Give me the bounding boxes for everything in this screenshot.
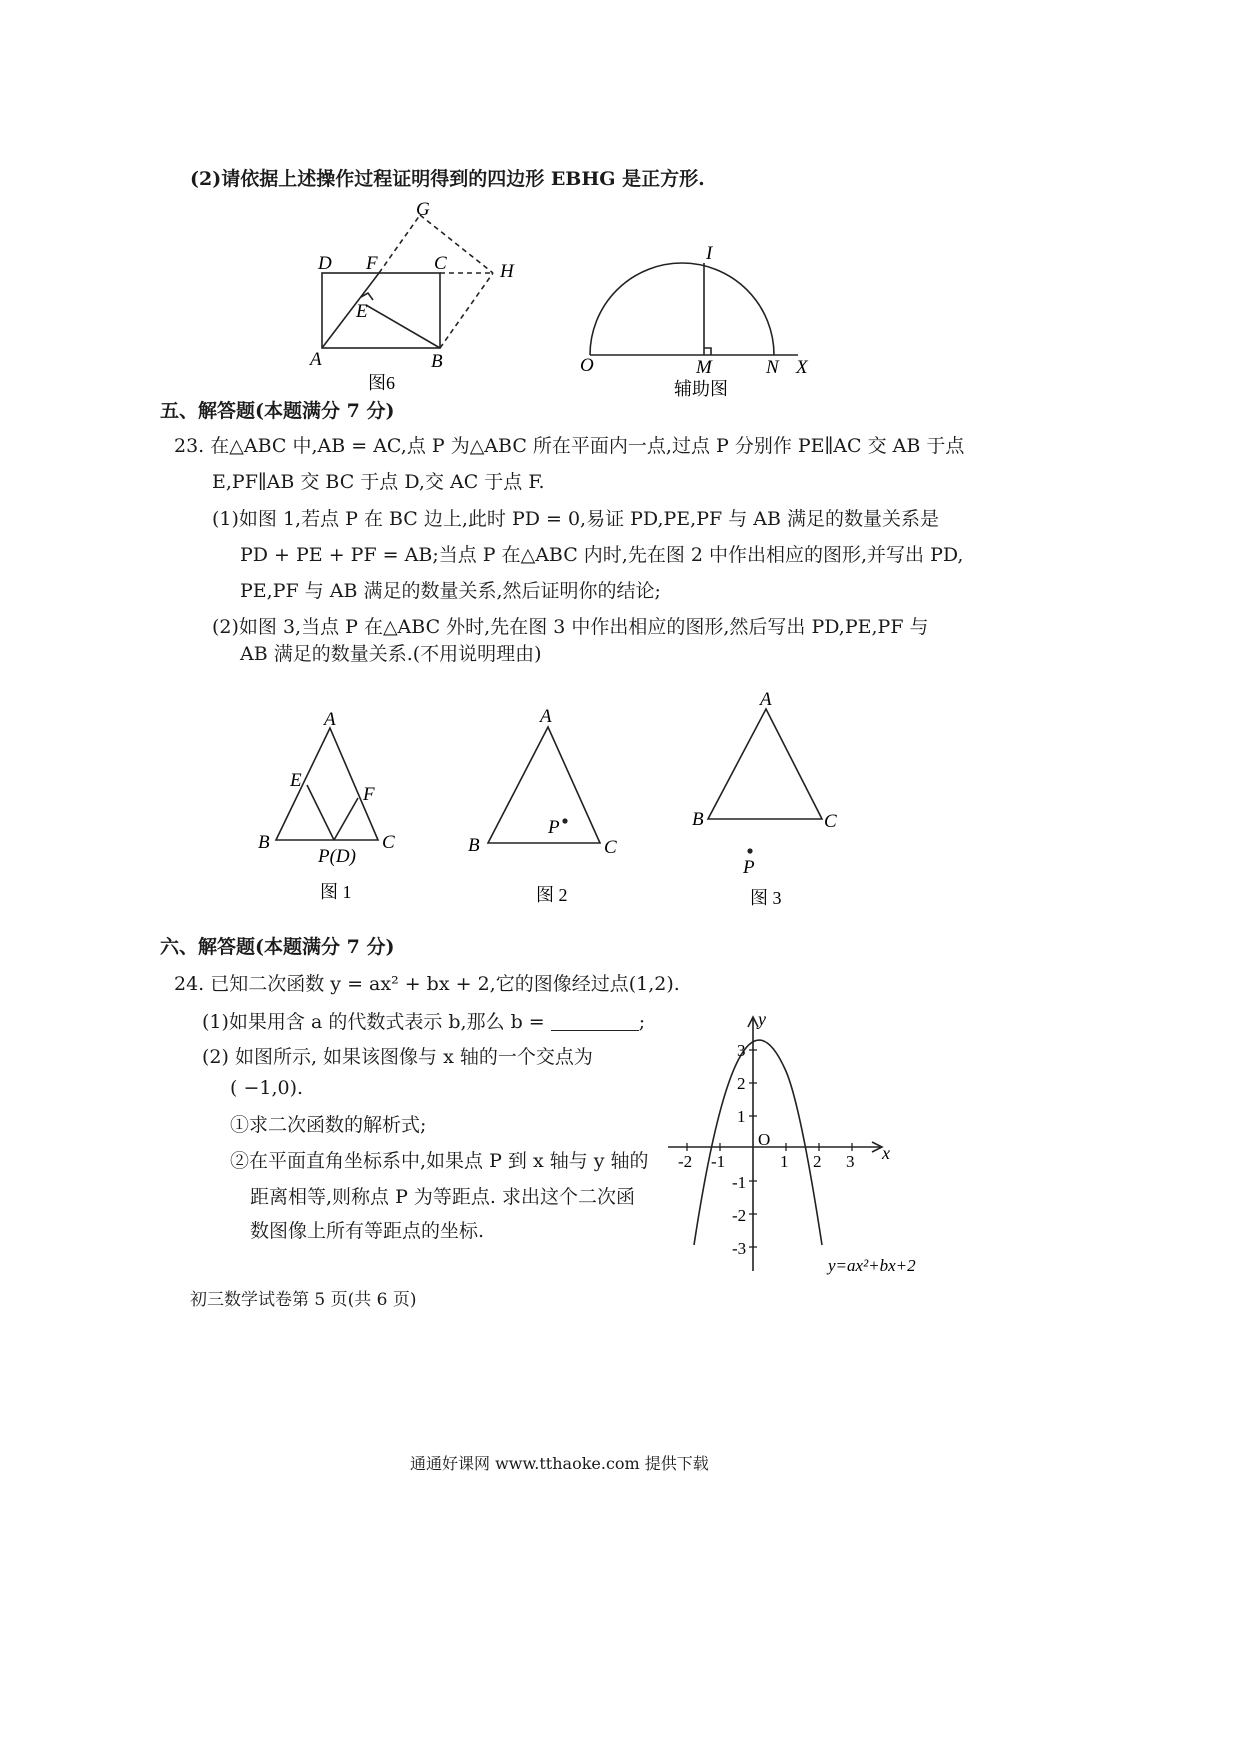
q24-item-1: ①求二次函数的解析式; (230, 1114, 427, 1136)
segment-ep (307, 785, 334, 840)
right-angle-mark-m (704, 348, 711, 355)
point-p (562, 818, 567, 823)
triangle-abc (488, 727, 600, 843)
figure-3-caption: 图 3 (750, 888, 782, 908)
label-c: C (434, 253, 447, 274)
point-p (747, 848, 752, 853)
label-e: E (356, 301, 368, 322)
segment-eb (366, 305, 440, 348)
curve-equation-label: y=ax²+bx+2 (828, 1256, 916, 1275)
figure-2 (460, 705, 630, 910)
fig1-label-c: C (382, 832, 395, 853)
segment-pf (334, 798, 358, 840)
label-m: M (696, 357, 712, 378)
fig1-label-e: E (290, 770, 302, 791)
fig2-label-p: P (548, 817, 560, 838)
segment-gh (420, 215, 493, 273)
semicircle (590, 263, 774, 355)
label-x: X (796, 357, 808, 378)
q24-part1 (202, 1012, 645, 1032)
q24-part2-line-1: (2) 如图所示, 如果该图像与 x 轴的一个交点为 (202, 1046, 593, 1068)
fig2-label-b: B (468, 835, 480, 856)
q24-part1-text: (1)如果用含 a 的代数式表示 b,那么 b = (202, 1011, 545, 1033)
triangle-abc (708, 709, 822, 819)
q24-item-2-line-3: 数图像上所有等距点的坐标. (250, 1220, 485, 1242)
figure-2-caption: 图 2 (536, 885, 568, 905)
section-6-heading: 六、解答题(本题满分 7 分) (160, 936, 395, 958)
y-tick-label-minus-2: -2 (732, 1206, 747, 1225)
q23-line-1: 23. 在△ABC 中,AB = AC,点 P 为△ABC 所在平面内一点,过点 P 分别作 PE∥AC 交 AB 于点 (174, 435, 965, 457)
page-footer: 初三数学试卷第 5 页(共 6 页) (190, 1290, 417, 1310)
x-axis-label: x (882, 1143, 890, 1163)
q24-part2-line-2: ( −1,0). (230, 1077, 304, 1099)
x-tick-label-1: 1 (780, 1152, 789, 1171)
label-i: I (706, 243, 713, 264)
fig3-label-a: A (760, 689, 772, 710)
fig3-label-c: C (824, 811, 837, 832)
y-tick-label-minus-1: -1 (732, 1173, 747, 1192)
fig1-label-f: F (363, 784, 375, 805)
fig1-label-b: B (258, 832, 270, 853)
q23-part1-line-2: PD + PE + PF = AB;当点 P 在△ABC 内时,先在图 2 中作出相应的图形,并写出 PD, (240, 544, 964, 566)
x-tick-label-minus-1: -1 (711, 1152, 726, 1171)
label-g: G (416, 199, 430, 220)
fig1-label-a: A (324, 709, 336, 730)
label-n: N (766, 357, 779, 378)
fig2-label-a: A (540, 706, 552, 727)
y-tick-label-3: 3 (737, 1041, 746, 1060)
q23-part1-line-1: (1)如图 1,若点 P 在 BC 边上,此时 PD = 0,易证 PD,PE,PF 与 AB 满足的数量关系是 (212, 508, 939, 530)
segment-bh (440, 273, 493, 348)
segment-fg (379, 215, 420, 273)
y-tick-label-minus-3: -3 (732, 1239, 747, 1258)
answer-blank (551, 1012, 639, 1031)
label-a: A (310, 349, 322, 370)
segment-af (322, 273, 379, 348)
figure-6 (300, 195, 540, 395)
figure-1-caption: 图 1 (320, 882, 352, 902)
q23-part2-line-2: AB 满足的数量关系.(不用说明理由) (240, 643, 542, 665)
rectangle-abcd (322, 273, 440, 348)
auxiliary-figure (570, 235, 830, 400)
section-5-heading: 五、解答题(本题满分 7 分) (160, 400, 395, 422)
parabola-graph (660, 1005, 950, 1290)
q23-part2-line-1: (2)如图 3,当点 P 在△ABC 外时,先在图 3 中作出相应的图形,然后写出 PD,PE,PF 与 (212, 616, 929, 638)
origin-label: O (758, 1130, 771, 1149)
y-axis-label: y (758, 1009, 766, 1029)
fig1-label-pd: P(D) (318, 846, 356, 867)
y-tick-label-2: 2 (737, 1074, 746, 1093)
q22-part2: (2)请依据上述操作过程证明得到的四边形 EBHG 是正方形. (190, 168, 705, 190)
figure-6-caption: 图6 (368, 373, 395, 393)
y-tick-label-1: 1 (737, 1107, 746, 1126)
fig3-label-p: P (743, 857, 755, 878)
q23-part1-line-3: PE,PF 与 AB 满足的数量关系,然后证明你的结论; (240, 580, 661, 602)
figure-1 (250, 708, 410, 908)
x-tick-label-minus-2: -2 (678, 1152, 693, 1171)
fig3-label-b: B (692, 809, 704, 830)
figure-3 (680, 685, 860, 915)
auxiliary-figure-caption: 辅助图 (674, 379, 728, 399)
label-h: H (500, 261, 514, 282)
x-tick-label-2: 2 (813, 1152, 822, 1171)
label-f: F (366, 253, 378, 274)
fig2-label-c: C (604, 837, 617, 858)
x-tick-label-3: 3 (846, 1152, 855, 1171)
label-b: B (431, 351, 443, 372)
q23-line-2: E,PF∥AB 交 BC 于点 D,交 AC 于点 F. (212, 471, 545, 493)
label-o: O (580, 355, 594, 376)
q24-part1-end: ; (638, 1011, 646, 1033)
label-d: D (318, 253, 332, 274)
q24-item-2-line-1: ②在平面直角坐标系中,如果点 P 到 x 轴与 y 轴的 (230, 1150, 649, 1172)
source-line: 通通好课网 www.tthaoke.com 提供下载 (410, 1454, 709, 1473)
q24-item-2-line-2: 距离相等,则称点 P 为等距点. 求出这个二次函 (250, 1186, 635, 1208)
q24-line-1: 24. 已知二次函数 y = ax² + bx + 2,它的图像经过点(1,2). (174, 973, 680, 995)
